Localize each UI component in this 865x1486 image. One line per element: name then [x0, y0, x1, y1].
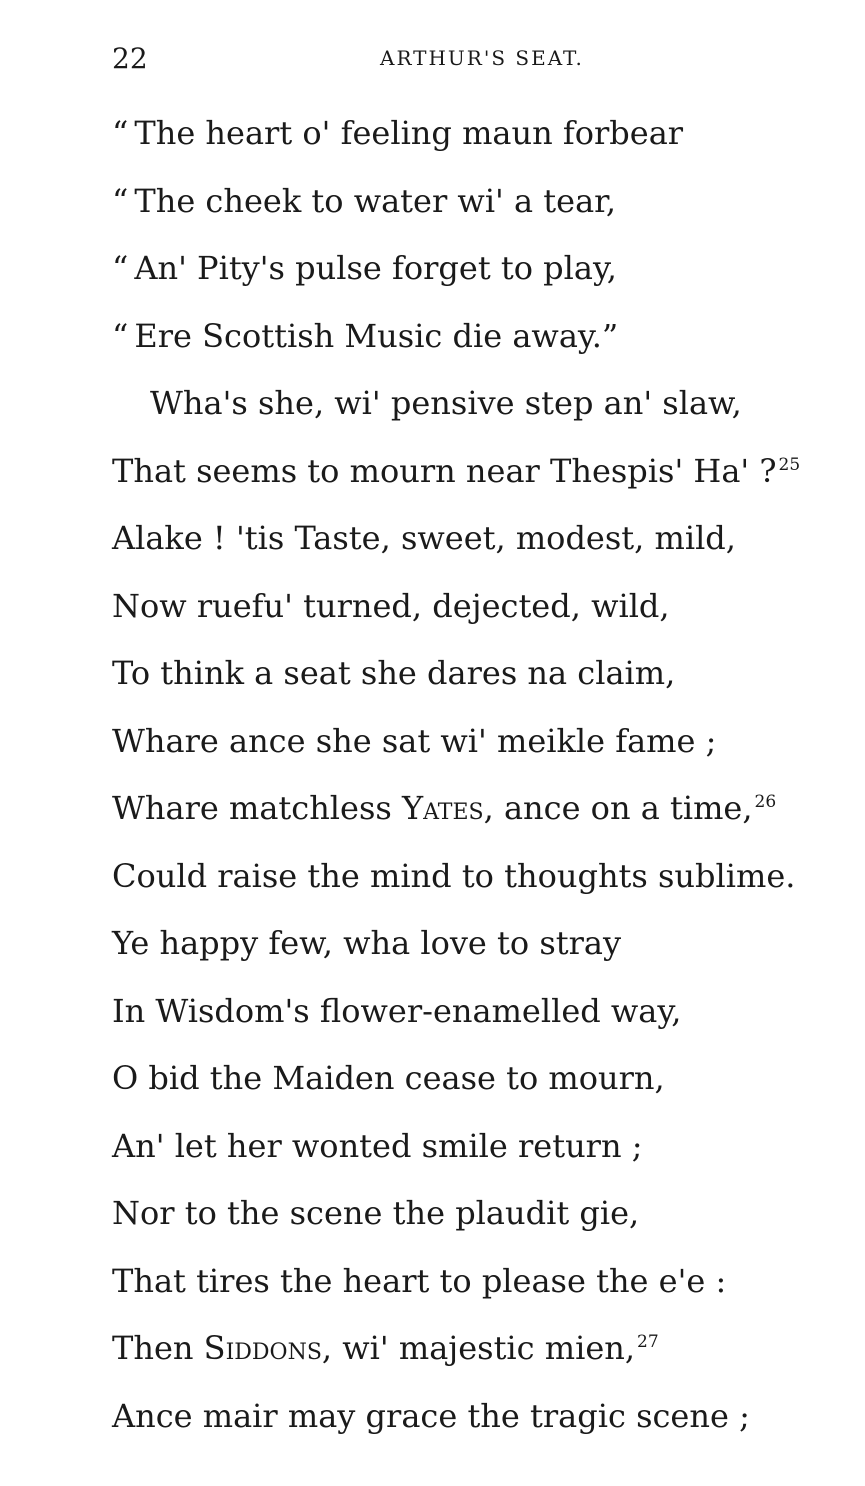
poem-line: To think a seat she dares na claim,	[112, 654, 676, 692]
poem-line: O bid the Maiden cease to mourn,	[112, 1059, 665, 1097]
poem-line	[112, 100, 852, 168]
verse-text: , wi' majestic mien,	[321, 1329, 636, 1367]
poem-line: Whare ance she sat wi' meikle fame ;	[112, 721, 717, 760]
footnote-marker: 26	[754, 792, 777, 813]
poem-line	[112, 1315, 852, 1383]
footnote-marker: 25	[778, 454, 801, 475]
poem-line	[112, 168, 852, 236]
page-number: 22	[112, 42, 148, 75]
opening-quote: “	[112, 249, 129, 287]
verse-text: Then	[112, 1329, 204, 1367]
poem-line: Now ruefu' turned, dejected, wild,	[112, 586, 670, 625]
poem-line	[112, 775, 852, 843]
poem-line	[112, 438, 852, 506]
name-yates: Yates	[401, 789, 484, 827]
page-header	[112, 28, 752, 88]
name-siddons: Siddons	[203, 1329, 322, 1367]
poem-line: Alake ! 'tis Taste, sweet, modest, mild,	[112, 519, 736, 557]
poem-line	[112, 303, 852, 371]
footnote-marker: 27	[637, 1332, 659, 1353]
verse-text: That seems to mourn near Thespis' Ha' ?	[112, 451, 777, 490]
running-title: ARTHUR'S SEAT.	[380, 46, 584, 70]
verse-text: Whare matchless	[112, 789, 402, 827]
verse-text: Ere Scottish Music die away.”	[134, 316, 619, 355]
poem-line: That tires the heart to please the e'e :	[112, 1261, 727, 1300]
opening-quote: “	[112, 316, 129, 355]
poem-line: An' let her wonted smile return ;	[112, 1126, 643, 1165]
poem-text	[112, 100, 852, 1450]
poem-line: Ye happy few, wha love to stray	[112, 924, 622, 962]
poem-line: In Wisdom's flower-enamelled way,	[112, 991, 682, 1030]
opening-quote: “	[112, 181, 129, 220]
verse-text: The cheek to water wi' a tear,	[134, 181, 617, 220]
verse-text: The heart o' feeling maun forbear	[134, 114, 684, 152]
poem-line: Could raise the mind to thoughts sublime.	[112, 856, 796, 895]
opening-quote: “	[112, 114, 129, 152]
verse-text: , ance on a time,	[483, 789, 753, 827]
poem-line: Nor to the scene the plaudit gie,	[112, 1194, 640, 1232]
verse-text: An' Pity's pulse forget to play,	[134, 249, 617, 287]
poem-line: Ance mair may grace the tragic scene ;	[112, 1396, 750, 1435]
poem-line	[112, 235, 852, 303]
poem-line: Wha's she, wi' pensive step an' slaw,	[150, 384, 742, 422]
